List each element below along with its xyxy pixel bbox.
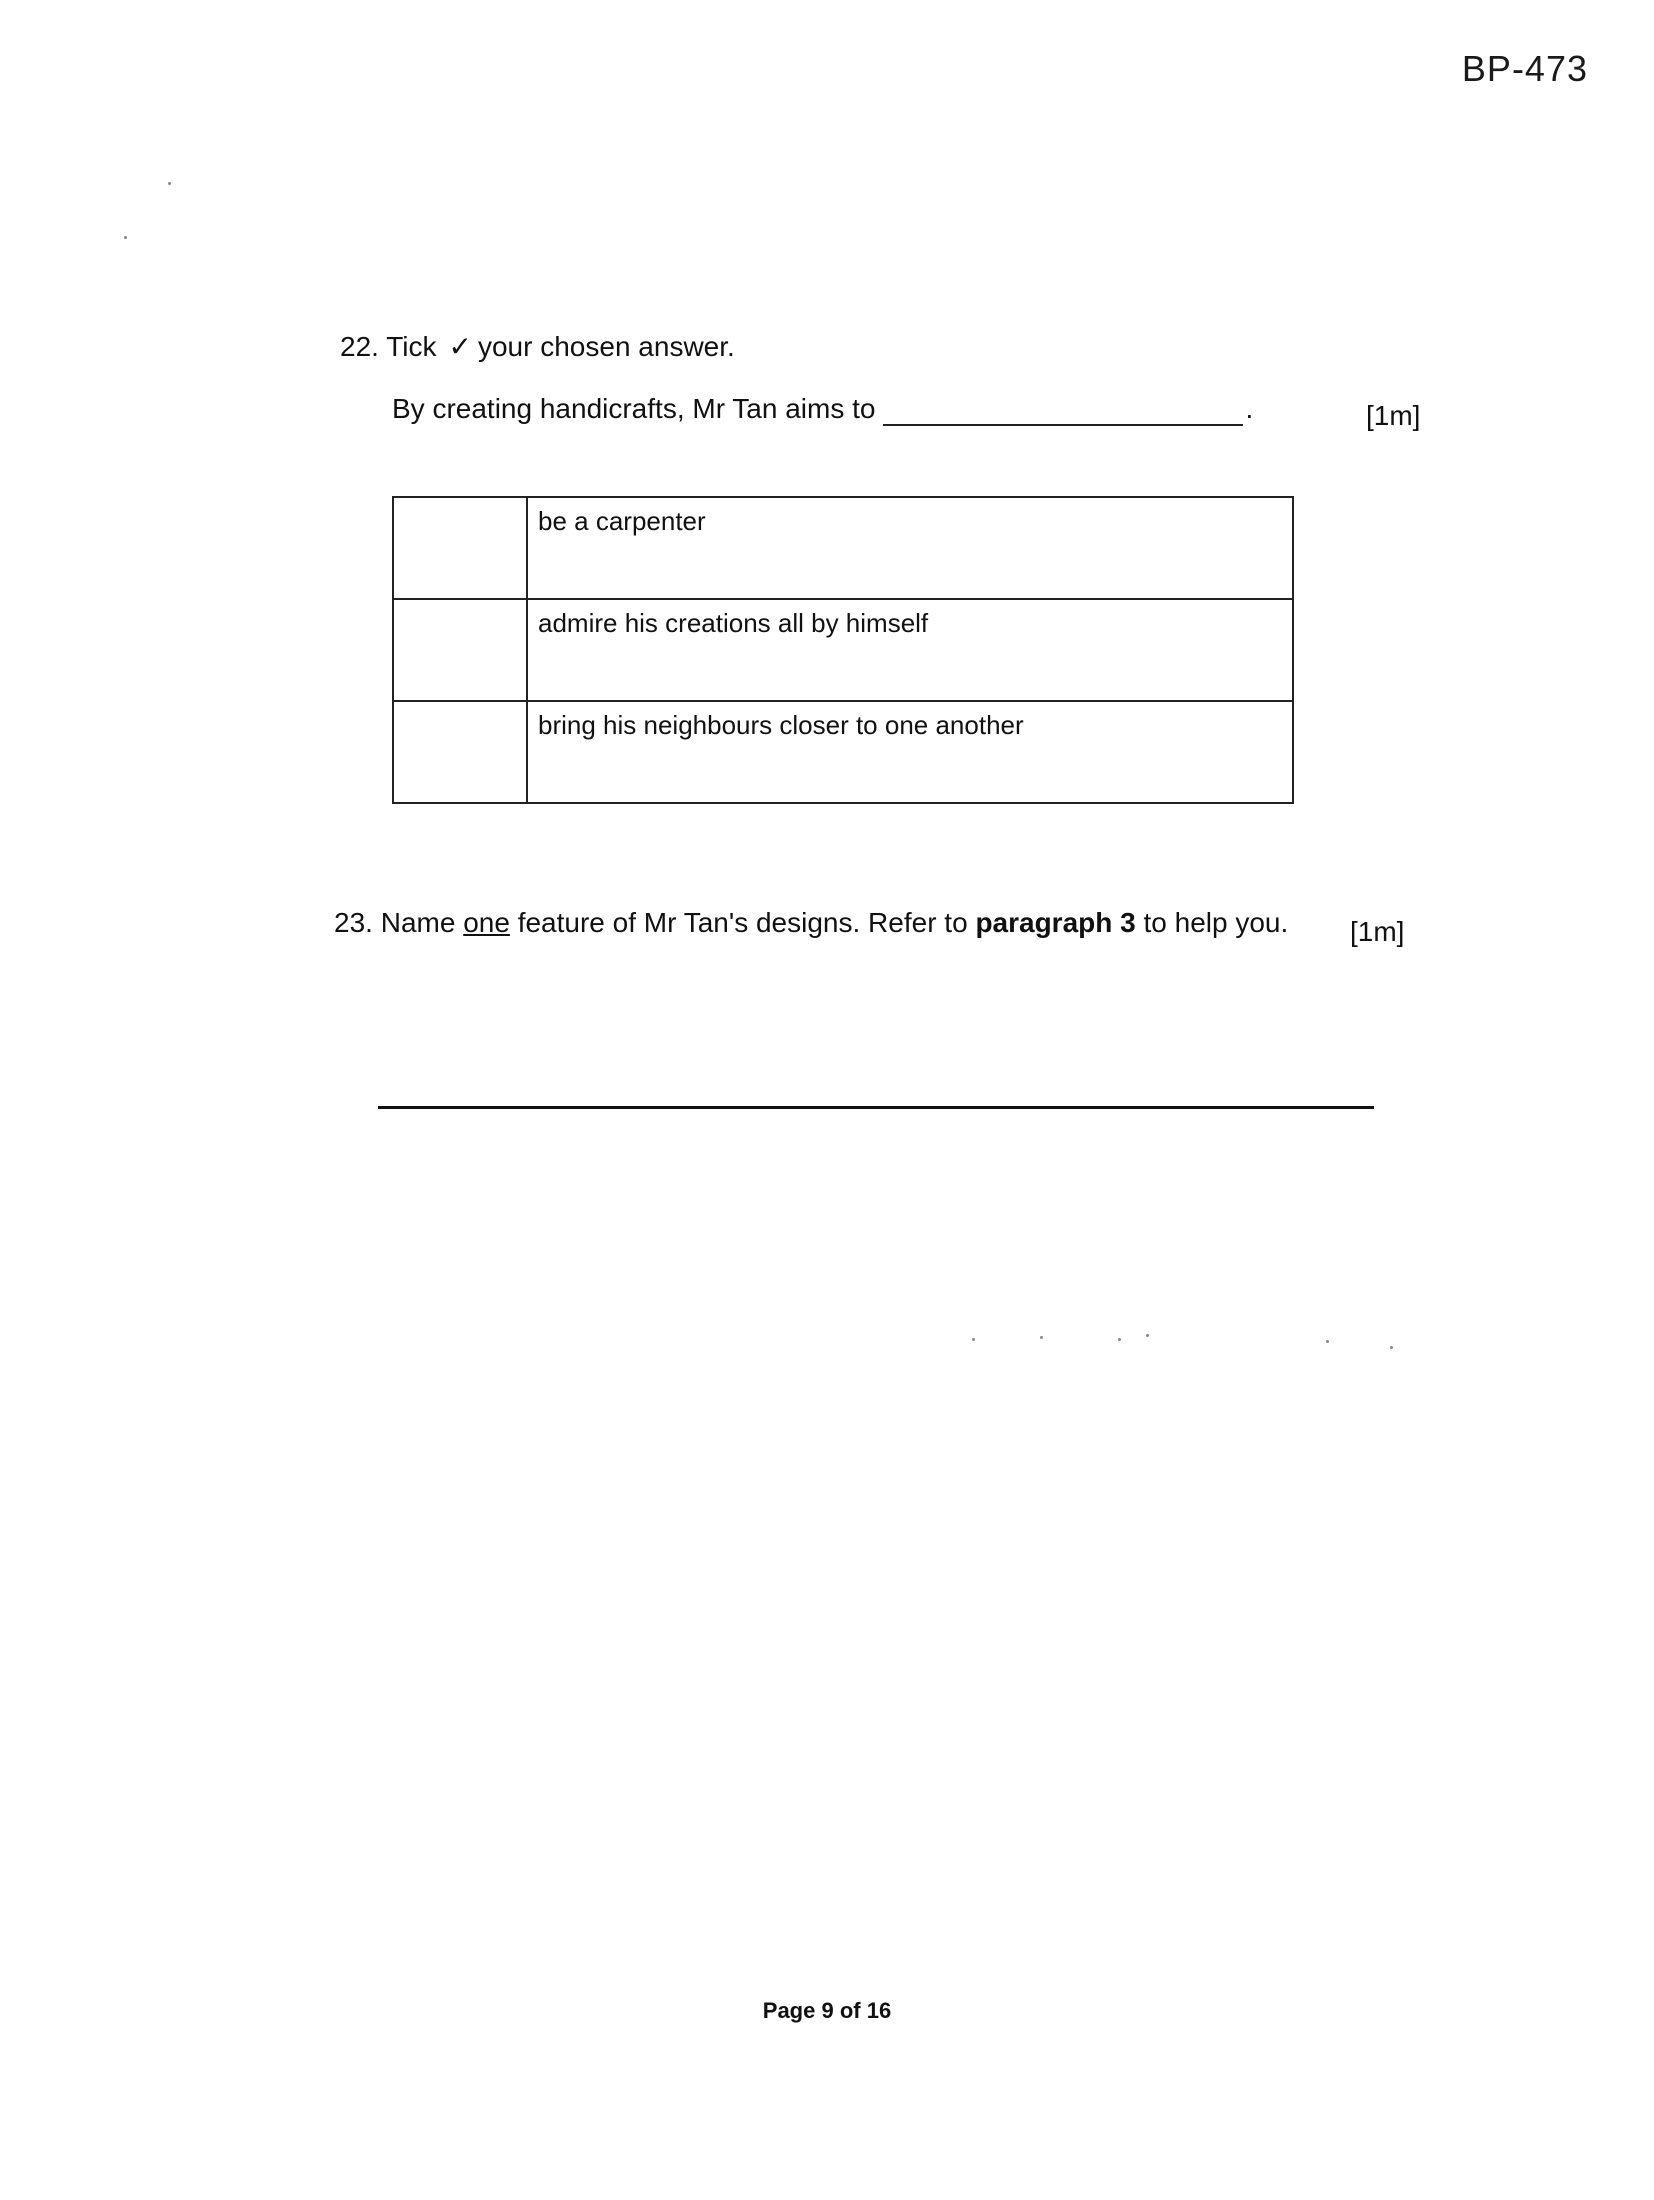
page-number: 9 xyxy=(821,1998,834,2023)
question-number: 22. xyxy=(340,331,379,362)
option-text: admire his creations all by himself xyxy=(527,599,1293,701)
question-22-instruction xyxy=(340,330,735,364)
option-row xyxy=(393,701,1293,803)
marks-label: [1m] xyxy=(1366,400,1421,431)
marks-label: [1m] xyxy=(1350,916,1405,947)
page-footer xyxy=(0,1998,1654,2024)
answer-options-table xyxy=(392,496,1294,804)
tick-box[interactable] xyxy=(393,497,527,599)
scan-speck xyxy=(1390,1346,1393,1349)
scan-speck xyxy=(1040,1336,1043,1339)
option-text: bring his neighbours closer to one another xyxy=(527,701,1293,803)
emphasis-underlined: one xyxy=(463,907,510,938)
question-text: feature of Mr Tan's designs. Refer to xyxy=(517,907,968,938)
scan-speck xyxy=(168,182,171,185)
scan-speck xyxy=(124,236,127,239)
option-text: be a carpenter xyxy=(527,497,1293,599)
paper-id: BP-473 xyxy=(1461,48,1588,89)
page-label: Page xyxy=(762,1998,816,2023)
instruction-text: your chosen answer. xyxy=(477,331,735,362)
scan-speck xyxy=(1118,1338,1121,1341)
question-number: 23. xyxy=(334,907,373,938)
question-text: Name xyxy=(380,907,456,938)
of-label: of xyxy=(839,1998,861,2023)
option-row xyxy=(393,599,1293,701)
tick-icon: ✓ xyxy=(448,331,472,362)
option-row xyxy=(393,497,1293,599)
question-text: to help you. xyxy=(1143,907,1289,938)
question-22-stem xyxy=(392,392,1253,426)
tick-box[interactable] xyxy=(393,599,527,701)
stem-text: By creating handicrafts, Mr Tan aims to xyxy=(392,393,876,424)
emphasis-bold: paragraph 3 xyxy=(975,907,1136,938)
scan-speck xyxy=(972,1338,975,1341)
scan-speck xyxy=(1326,1340,1329,1343)
answer-line[interactable] xyxy=(378,1106,1374,1109)
stem-end: . xyxy=(1245,393,1254,424)
answer-blank[interactable] xyxy=(883,398,1243,426)
total-pages: 16 xyxy=(866,1998,892,2023)
tick-box[interactable] xyxy=(393,701,527,803)
scan-speck xyxy=(1146,1334,1149,1337)
question-23-text xyxy=(334,906,1288,940)
instruction-text: Tick xyxy=(386,331,437,362)
